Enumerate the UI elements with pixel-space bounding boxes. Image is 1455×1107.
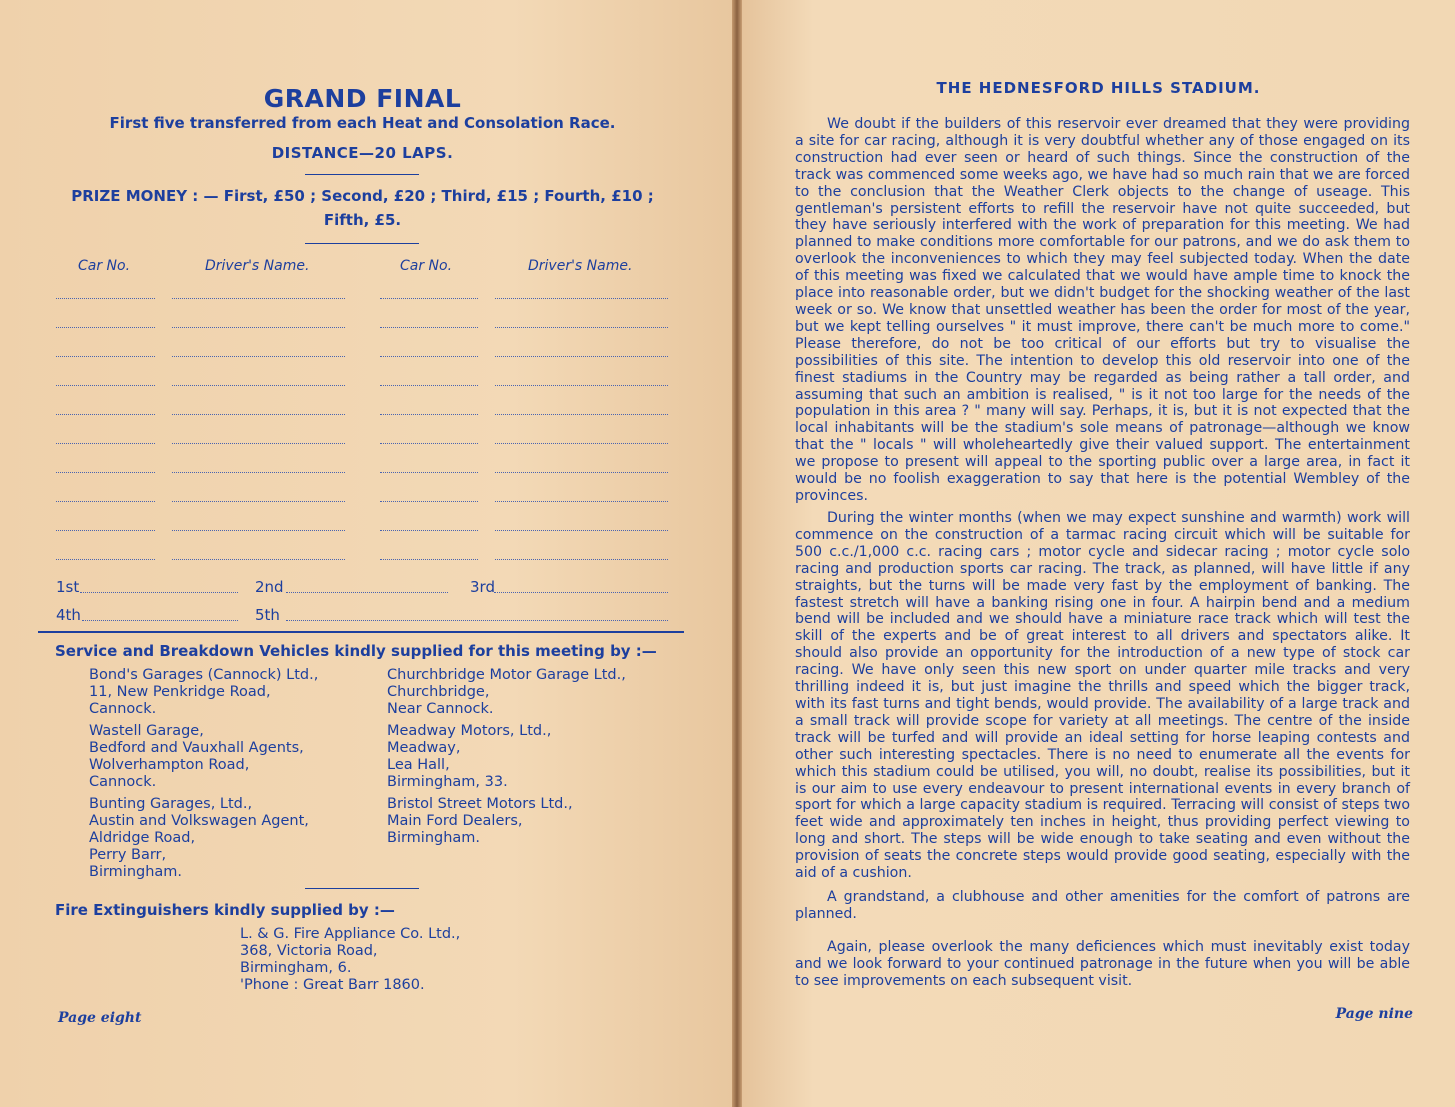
address-line: Wastell Garage, [89,723,204,739]
entry-blank [380,414,478,415]
paragraph: Again, please overlook the many deficiences which must inevitably exist today and we look forward to your continued patronage in the future when you will be able to see improvements on each subsequent visit. [795,939,1410,989]
entry-blank [380,472,478,473]
service-heading: Service and Breakdown Vehicles kindly supplied for this meeting by :— [55,642,657,660]
place-blank [80,592,238,593]
address-line: Birmingham. [89,864,183,880]
page-number: Page eight [58,1010,142,1026]
entry-blank [172,472,345,473]
entry-blank [56,472,155,473]
place-blank [286,620,668,621]
entry-blank [380,501,478,502]
column-header-car-no: Car No. [400,258,453,274]
prize-money-fifth: Fifth, £5. [323,211,402,229]
place-label-2nd: 2nd [255,578,284,596]
entry-blank [172,414,345,415]
entry-blank [495,327,668,328]
address-line: Churchbridge, [387,684,490,700]
address-line: Perry Barr, [89,847,167,863]
supplier-address [89,723,304,791]
entry-blank [495,472,668,473]
entry-blank [56,298,155,299]
entry-blank [380,443,478,444]
supplier-address [387,667,626,718]
entry-blank [172,298,345,299]
entry-blank [56,559,155,560]
entry-blank [56,356,155,357]
entry-blank [56,327,155,328]
address-line: Meadway Motors, Ltd., [387,723,552,739]
paragraph: A grandstand, a clubhouse and other amenities for the comfort of patrons are planned. [795,889,1410,922]
supplier-address [387,796,573,847]
divider [305,174,419,175]
fire-extinguisher-heading: Fire Extinguishers kindly supplied by :— [55,901,395,919]
entry-blank [495,501,668,502]
address-line: Meadway, [387,740,461,756]
address-line: 11, New Penkridge Road, [89,684,271,700]
place-label-5th: 5th [255,606,280,624]
entry-blank [172,501,345,502]
address-line: Birmingham. [387,830,481,846]
entry-blank [56,414,155,415]
divider [305,888,419,889]
address-line: Wolverhampton Road, [89,757,250,773]
address-line: L. & G. Fire Appliance Co. Ltd., [240,926,461,942]
entry-blank [172,559,345,560]
column-header-driver-name: Driver's Name. [528,258,633,274]
address-line: Cannock. [89,701,157,717]
entry-blank [495,559,668,560]
entry-blank [495,443,668,444]
address-line: Bunting Garages, Ltd., [89,796,253,812]
entry-blank [172,385,345,386]
page-number: Page nine [1335,1006,1413,1022]
address-line: Main Ford Dealers, [387,813,523,829]
place-blank [286,592,448,593]
entry-blank [56,501,155,502]
grand-final-subtitle: First five transferred from each Heat and Consolation Race. [109,114,616,132]
entry-blank [380,327,478,328]
address-line: 'Phone : Great Barr 1860. [240,977,425,993]
entry-blank [380,356,478,357]
page-title: GRAND FINAL [263,84,462,113]
entry-blank [495,356,668,357]
entry-blank [495,414,668,415]
entry-blank [172,327,345,328]
right-page [742,0,1455,1107]
entry-blank [56,443,155,444]
supplier-address [89,667,318,718]
place-label-1st: 1st [56,578,80,596]
address-line: Aldridge Road, [89,830,196,846]
entry-blank [380,559,478,560]
race-distance: DISTANCE—20 LAPS. [271,144,454,162]
divider [305,243,419,244]
section-divider [38,631,684,633]
supplier-address [89,796,309,881]
column-header-driver-name: Driver's Name. [205,258,310,274]
entry-blank [495,298,668,299]
prize-money-line: PRIZE MONEY : — First, £50 ; Second, £20 ; Third, £15 ; Fourth, £10 ; [71,187,654,205]
paragraph: We doubt if the builders of this reservoir ever dreamed that they were providing a site for car racing, although it is very doubtful whether any of those engaged on its construction had ever seen or heard of such things. Since the construction of the track was commenced some weeks ago, we have had so much rain that we are forced to the conclusion that the Weather Clerk objects to the change of useage. This gentleman's persistent efforts to refill the reservoir have not quite succeeded, but they have seriously interfered with the work of preparation for this meeting. We had planned to make conditions more comfortable for our patrons, and we do ask them to overlook the inconveniences to which they may feel subjected today. When the date of this meeting was fixed we calculated that we would have ample time to knock the place into reasonable order, but we didn't budget for the shocking weather of the last week or so. We know that unsettled weather has been the order for most of the year, but we kept telling ourselves " it must improve, there can't be much more to come." Please therefore, do not be too critical of our efforts but try to visualise the possibilities of this site. The intention to develop this old reservoir into one of the finest stadiums in the Country may be regarded as being rather a tall order, and assuming that such an ambition is realised, " is it not too large for the needs of the population in this area ? " many will say. Perhaps, it is, but it is not expected that the local inhabitants will be the stadium's sole means of patronage—although we know that the " locals " will wholeheartedly give their valued support. The entertainment we propose to present will appeal to the sporting public over a large area, in fact it would be no foolish exaggeration to say that here is the potential Wembley of the provinces. [795,116,1410,504]
address-line: Bedford and Vauxhall Agents, [89,740,304,756]
address-line: 368, Victoria Road, [240,943,378,959]
address-line: Birmingham, 6. [240,960,352,976]
fire-supplier-address [240,926,460,994]
entry-blank [495,530,668,531]
place-label-3rd: 3rd [470,578,495,596]
place-blank [82,620,238,621]
page-title: THE HEDNESFORD HILLS STADIUM. [936,79,1261,97]
entry-blank [172,443,345,444]
place-label-4th: 4th [56,606,81,624]
paragraph: During the winter months (when we may expect sunshine and warmth) work will commence on the construction of a tarmac racing circuit which will be suitable for 500 c.c./1,000 c.c. racing cars ; motor cycle and sidecar racing ; motor cycle solo racing and production sports car racing. The track, as planned, will have little if any straights, but the turns will be made very fast by the employment of banking. The fastest stretch will have a banking rising one in four. A hairpin bend and a medium bend will be included and we should have a miniature race track which will test the skill of the experts and be of great interest to all drivers and spectators alike. It should also provide an opportunity for the introduction of a new type of stock car racing. We have only seen this new sport on under quarter mile tracks and very thrilling indeed it is, but just imagine the thrills and speed which the bigger track, with its fast turns and tight bends, would provide. The availability of a large track and a small track will provide scope for variety at all meetings. The centre of the inside track will be turfed and will provide an ideal setting for horse leaping contests and other such interesting spectacles. There is no need to enumerate all the events for which this stadium could be utilised, you will, no doubt, realise its possibilities, but it is our aim to use every endeavour to present international events in every branch of sport for which a large capacity stadium is required. Terracing will consist of steps two feet wide and approximately ten inches in height, thus providing perfect viewing to long and short. The steps will be wide enough to take seating and even without the provision of seats the concrete steps would provide good seating, especially with the aid of a cushion. [795,510,1410,882]
column-header-car-no: Car No. [78,258,131,274]
address-line: Birmingham, 33. [387,774,508,790]
address-line: Churchbridge Motor Garage Ltd., [387,667,626,683]
address-line: Cannock. [89,774,157,790]
place-blank [494,592,668,593]
entry-blank [56,530,155,531]
address-line: Near Cannock. [387,701,494,717]
entry-blank [172,356,345,357]
address-line: Bristol Street Motors Ltd., [387,796,573,812]
book-spine [732,0,742,1107]
entry-blank [380,298,478,299]
address-line: Lea Hall, [387,757,450,773]
entry-blank [380,385,478,386]
entry-blank [380,530,478,531]
address-line: Austin and Volkswagen Agent, [89,813,309,829]
supplier-address [387,723,551,791]
entry-blank [56,385,155,386]
entry-blank [495,385,668,386]
address-line: Bond's Garages (Cannock) Ltd., [89,667,319,683]
entry-blank [172,530,345,531]
